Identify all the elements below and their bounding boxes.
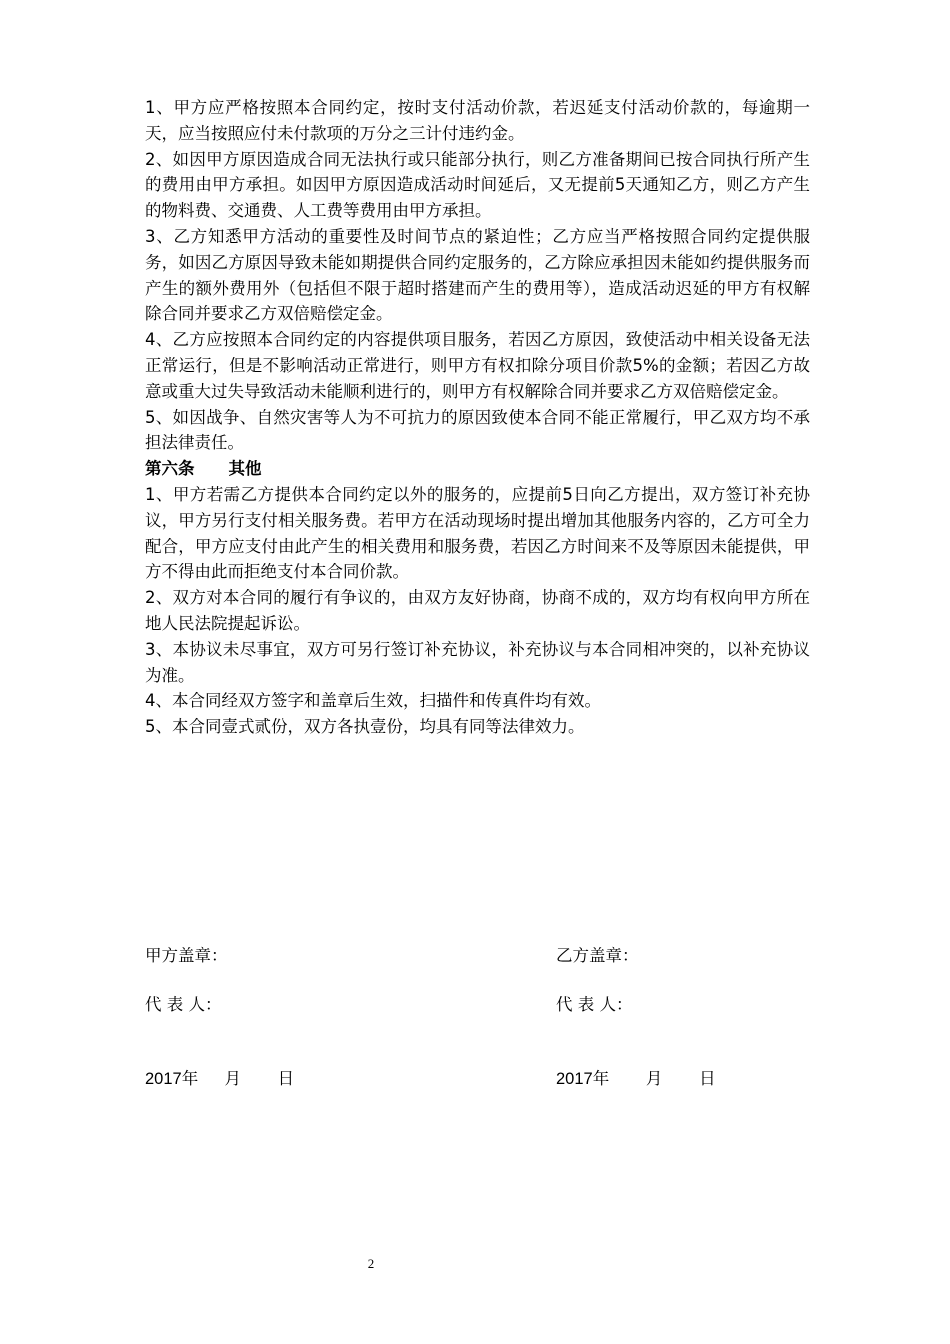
party-b-date-rest: 年 月 日 bbox=[592, 1069, 716, 1088]
party-b-representative-label: 代 表 人： bbox=[556, 995, 633, 1014]
clause-5-4: 4、乙方应按照本合同约定的内容提供项目服务，若因乙方原因，致使活动中相关设备无法正常运行，但是不影响活动正常进行，则甲方有权扣除分项目价款5%的金额；若因乙方故意或重大过失导致活动未能顺利进行的，则甲方有权解除合同并要求乙方双倍赔偿定金。 bbox=[145, 330, 810, 401]
clause-5-2: 2、如因甲方原因造成合同无法执行或只能部分执行，则乙方准备期间已按合同执行所产生的费用由甲方承担。如因甲方原因造成活动时间延后，又无提前5天通知乙方，则乙方产生的物料费、交通费、人工费等费用由甲方承担。 bbox=[145, 149, 810, 221]
clause-6-1: 1、甲方若需乙方提供本合同约定以外的服务的，应提前5日向乙方提出，双方签订补充协议，甲方另行支付相关服务费。若甲方在活动现场时提出增加其他服务内容的，乙方可全力配合，甲方应支付由此产生的相关费用和服务费，若因乙方时间来不及等原因未能提供，甲方不得由此而拒绝支付本合同价款。 bbox=[145, 484, 810, 582]
clause-5-5: 5、如因战争、自然灾害等人为不可抗力的原因致使本合同不能正常履行，甲乙双方均不承担法律责任。 bbox=[145, 407, 810, 453]
page-number: 2 bbox=[367, 1256, 375, 1271]
party-b-date-line bbox=[556, 1068, 716, 1090]
section-six-number: 第六条 bbox=[145, 459, 195, 479]
party-a-date-year: 2017 bbox=[145, 1070, 182, 1088]
clause-6-3: 3、本协议未尽事宜，双方可另行签订补充协议，补充协议与本合同相冲突的，以补充协议为准。 bbox=[145, 639, 810, 685]
section-six-title: 其他 bbox=[228, 459, 262, 479]
party-a-date-line bbox=[145, 1068, 294, 1090]
section-six-heading bbox=[145, 456, 810, 482]
clause-6-2: 2、双方对本合同的履行有争议的，由双方友好协商，协商不成的，双方均有权向甲方所在地人民法院提起诉讼。 bbox=[145, 588, 810, 633]
party-a-seal-label: 甲方盖章： bbox=[145, 946, 228, 965]
clause-6-4: 4、本合同经双方签字和盖章后生效，扫描件和传真件均有效。 bbox=[145, 691, 601, 711]
party-b-seal-label: 乙方盖章： bbox=[556, 946, 639, 965]
clause-5-1: 1、甲方应严格按照本合同约定，按时支付活动价款，若迟延支付活动价款的，每逾期一天，应当按照应付未付款项的万分之三计付违约金。 bbox=[145, 98, 810, 143]
clause-5-3: 3、乙方知悉甲方活动的重要性及时间节点的紧迫性；乙方应当严格按照合同约定提供服务，如因乙方原因导致未能如期提供合同约定服务的，乙方除应承担因未能如约提供服务而产生的额外费用外（包括但不限于超时搭建而产生的费用等），造成活动迟延的甲方有权解除合同并要求乙方双倍赔偿定金。 bbox=[145, 226, 810, 324]
party-b-date-year: 2017 bbox=[556, 1070, 593, 1088]
contract-body bbox=[145, 95, 810, 740]
party-a-representative-label: 代 表 人： bbox=[145, 995, 222, 1014]
clause-6-5: 5、本合同壹式贰份，双方各执壹份，均具有同等法律效力。 bbox=[145, 717, 585, 737]
party-a-date-rest: 年 月 日 bbox=[181, 1069, 295, 1088]
